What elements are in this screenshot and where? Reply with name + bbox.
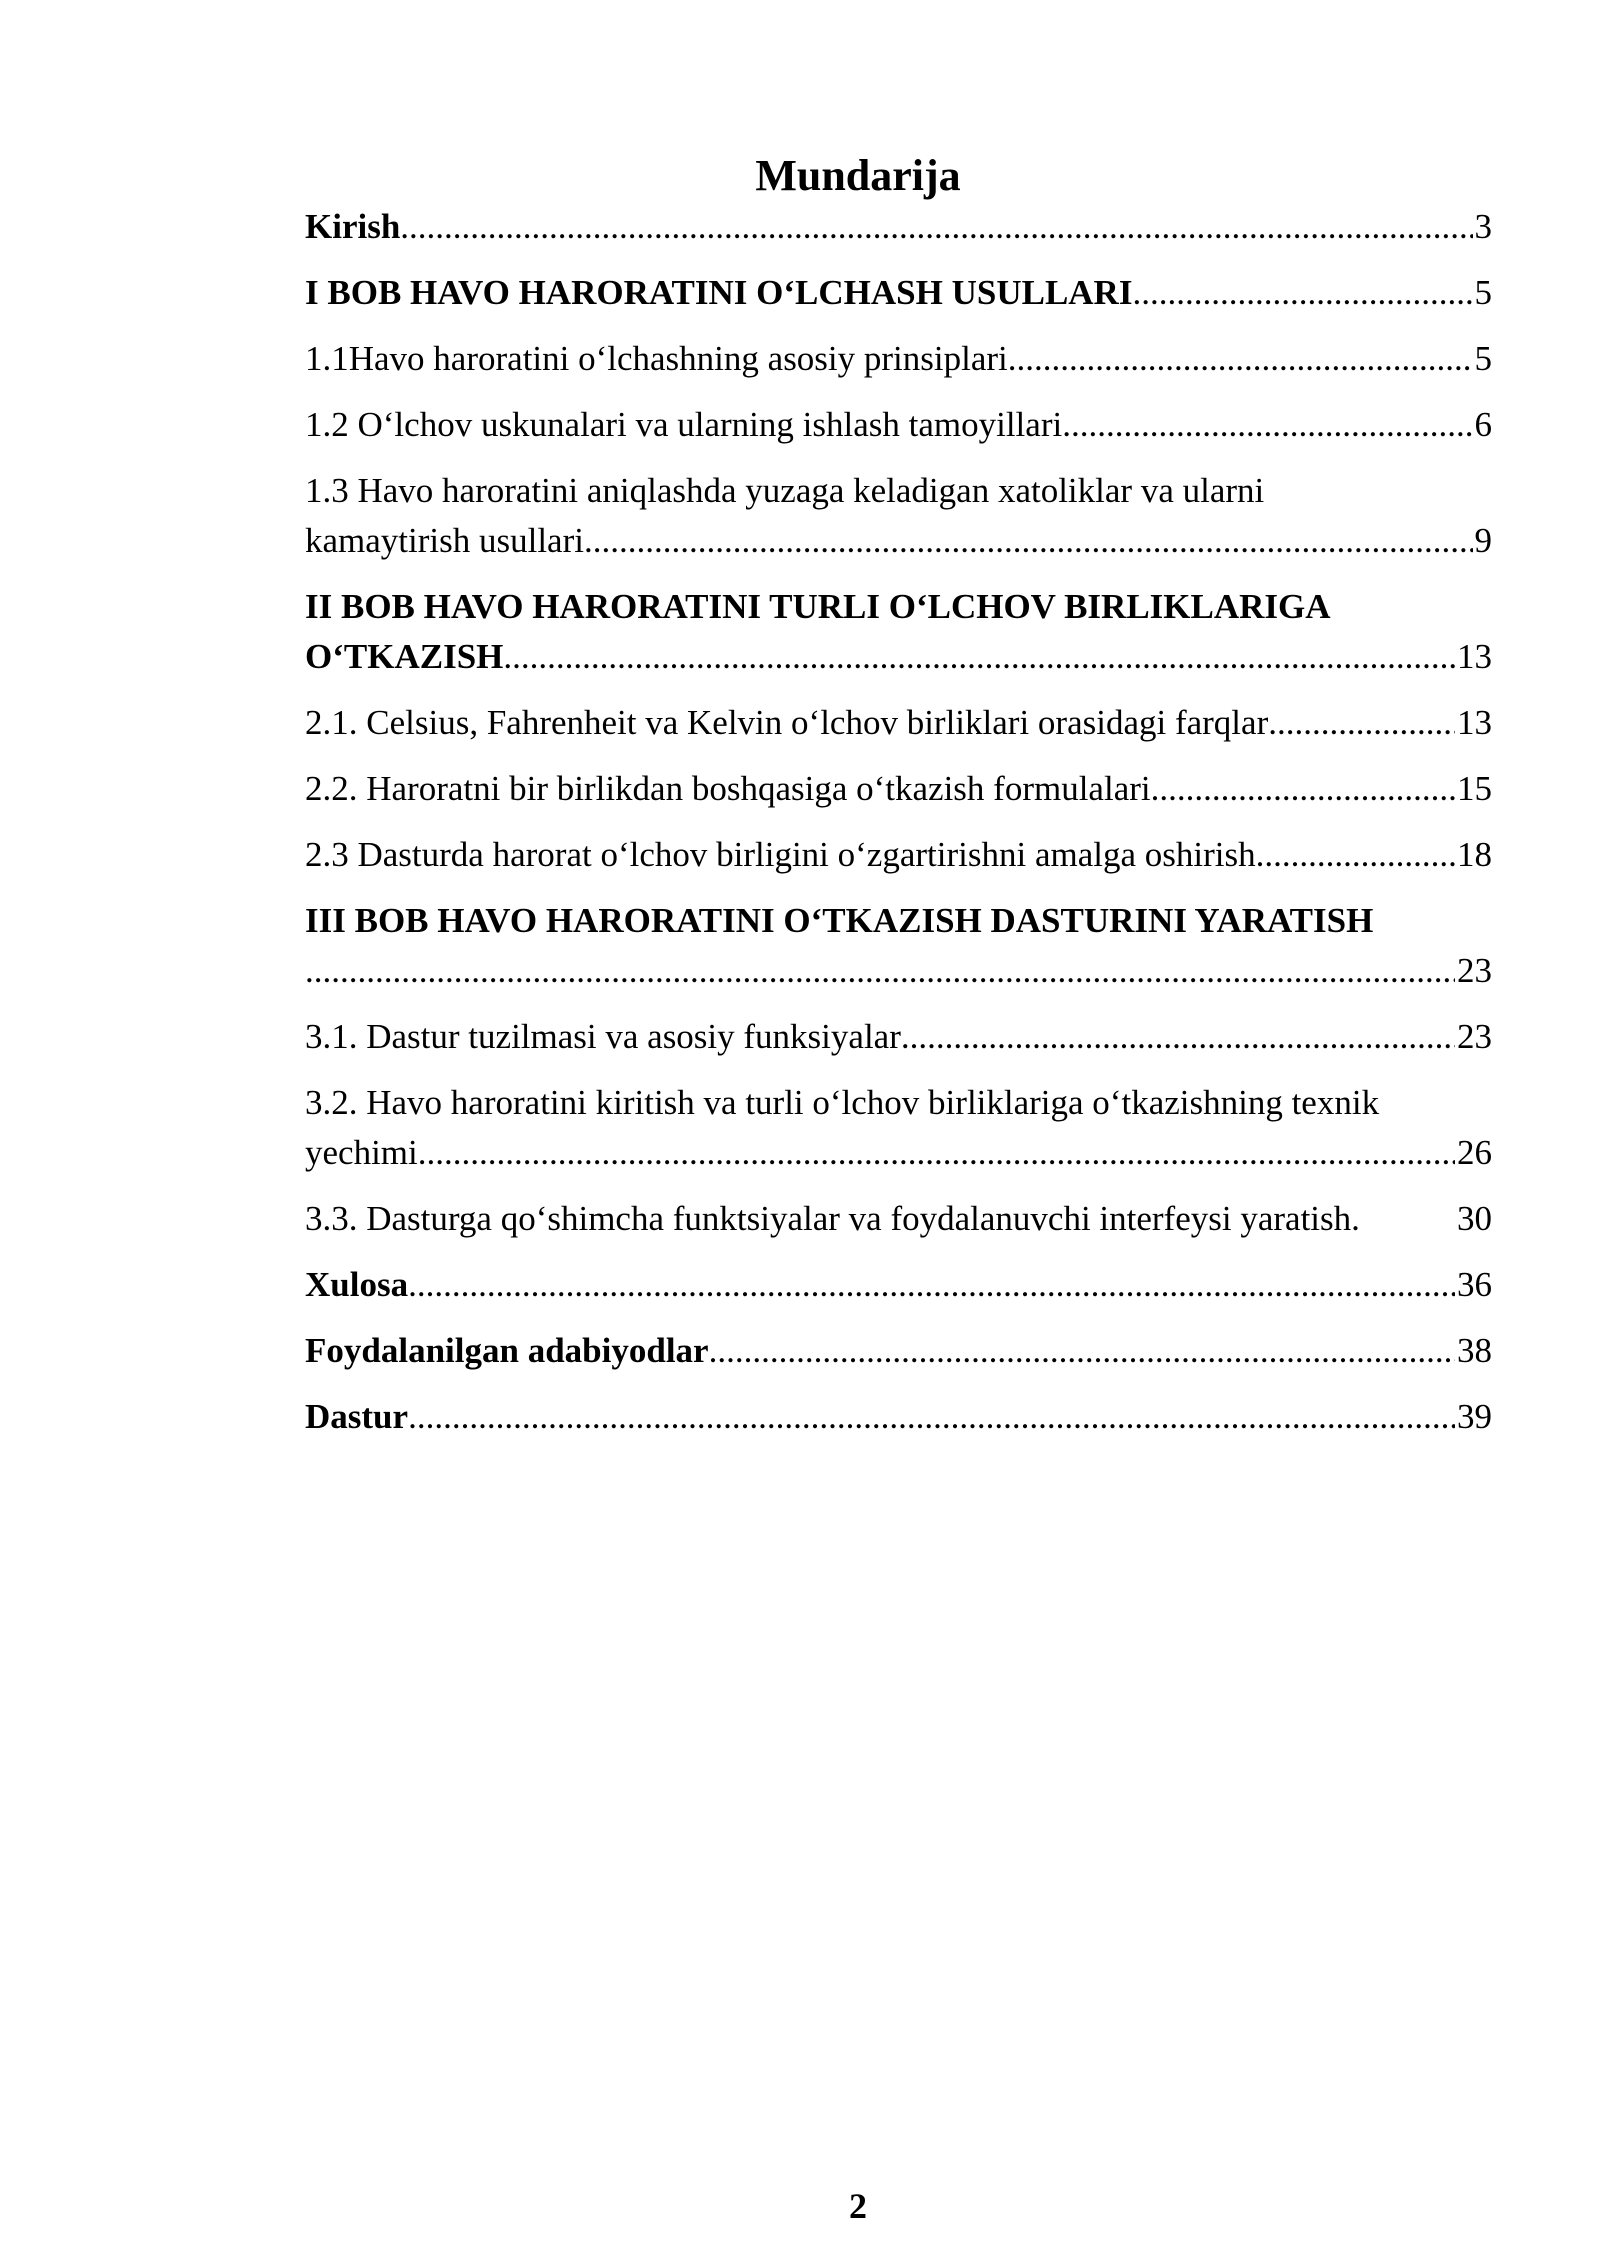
toc-entry[interactable] — [305, 1260, 1492, 1310]
toc-page-number: 13 — [1457, 703, 1492, 742]
toc-dot-leader — [1256, 830, 1455, 880]
toc-dot-leader — [408, 1260, 1455, 1310]
toc-dot-leader — [709, 1326, 1455, 1376]
toc-entry[interactable] — [305, 1326, 1492, 1376]
toc-dot-leader — [1062, 400, 1472, 450]
toc-page-number: 15 — [1457, 769, 1492, 808]
toc-entry-title: Foydalanilgan adabiyodlar — [305, 1331, 709, 1370]
toc-entry-title-line: III BOB HAVO HARORATINI O‘TKAZISH DASTURINI YARATISH — [305, 901, 1374, 940]
toc-entry[interactable] — [305, 1392, 1492, 1442]
toc-dot-leader — [901, 1012, 1455, 1062]
toc-page-number: 39 — [1457, 1397, 1492, 1436]
toc-entry-title: 2.2. Haroratni bir birlikdan boshqasiga o‘tkazish formulalari — [305, 769, 1151, 808]
toc-entry[interactable] — [305, 334, 1492, 384]
toc-page-number: 13 — [1457, 637, 1492, 676]
toc-dot-leader — [305, 946, 1455, 996]
toc-entry[interactable] — [305, 830, 1492, 880]
toc-page-number: 5 — [1474, 339, 1492, 378]
toc-page-number: 23 — [1457, 951, 1492, 990]
table-of-contents — [305, 202, 1492, 1458]
toc-entry-title-line: II BOB HAVO HARORATINI TURLI O‘LCHOV BIRLIKLARIGA — [305, 587, 1331, 626]
toc-page-number: 9 — [1474, 521, 1492, 560]
toc-page-number: 36 — [1457, 1265, 1492, 1304]
toc-entry-title: 2.3 Dasturda harorat o‘lchov birligini o‘zgartirishni amalga oshirish — [305, 835, 1256, 874]
page-number: 2 — [849, 2186, 867, 2226]
toc-dot-leader — [1151, 764, 1455, 814]
toc-entry[interactable] — [305, 1078, 1492, 1178]
toc-entry[interactable] — [305, 1012, 1492, 1062]
toc-entry-title: 3.1. Dastur tuzilmasi va asosiy funksiyalar — [305, 1017, 901, 1056]
toc-entry[interactable] — [305, 466, 1492, 566]
toc-page-number: 26 — [1457, 1133, 1492, 1172]
toc-dot-leader — [584, 516, 1473, 566]
toc-entry-title: O‘TKAZISH — [305, 637, 504, 676]
toc-entry-title: 1.1Havo haroratini o‘lchashning asosiy prinsiplari — [305, 339, 1008, 378]
toc-page-number: 18 — [1457, 835, 1492, 874]
toc-page-number: 6 — [1474, 405, 1492, 444]
toc-entry-title: Kirish — [305, 207, 401, 246]
toc-entry[interactable] — [305, 764, 1492, 814]
toc-entry[interactable] — [305, 400, 1492, 450]
toc-dot-leader — [503, 632, 1455, 682]
toc-page-number: 3 — [1474, 207, 1492, 246]
toc-entry-title: 3.3. Dasturga qo‘shimcha funktsiyalar va foydalanuvchi interfeysi yaratish. — [305, 1199, 1360, 1238]
toc-dot-leader — [408, 1392, 1455, 1442]
toc-dot-leader — [418, 1128, 1455, 1178]
toc-entry-title-line: 3.2. Havo haroratini kiritish va turli o‘lchov birliklariga o‘tkazishning texnik — [305, 1083, 1380, 1122]
toc-dot-leader — [1008, 334, 1473, 384]
page-title: Mundarija — [755, 151, 961, 200]
toc-entry-title: 1.2 O‘lchov uskunalari va ularning ishlash tamoyillari — [305, 405, 1063, 444]
toc-entry[interactable] — [305, 698, 1492, 748]
toc-page-number: 30 — [1457, 1199, 1492, 1238]
toc-entry[interactable] — [305, 202, 1492, 252]
toc-entry-title: kamaytirish usullari — [305, 521, 584, 560]
toc-entry-title: Xulosa — [305, 1265, 409, 1304]
toc-dot-leader — [1268, 698, 1455, 748]
toc-entry-title: I BOB HAVO HARORATINI O‘LCHASH USULLARI — [305, 273, 1133, 312]
toc-entry[interactable] — [305, 1194, 1492, 1244]
toc-dot-leader — [400, 202, 1472, 252]
toc-entry-title-line: 1.3 Havo haroratini aniqlashda yuzaga keladigan xatoliklar va ularni — [305, 471, 1265, 510]
toc-entry-title: yechimi — [305, 1133, 418, 1172]
toc-page-number: 38 — [1457, 1331, 1492, 1370]
toc-entry[interactable] — [305, 582, 1492, 682]
toc-page-number: 5 — [1474, 273, 1492, 312]
toc-entry-title: Dastur — [305, 1397, 409, 1436]
toc-entry-title: 2.1. Celsius, Fahrenheit va Kelvin o‘lchov birliklari orasidagi farqlar — [305, 703, 1269, 742]
toc-entry[interactable] — [305, 268, 1492, 318]
toc-page-number: 23 — [1457, 1017, 1492, 1056]
toc-entry[interactable] — [305, 896, 1492, 996]
toc-dot-leader — [1132, 268, 1472, 318]
